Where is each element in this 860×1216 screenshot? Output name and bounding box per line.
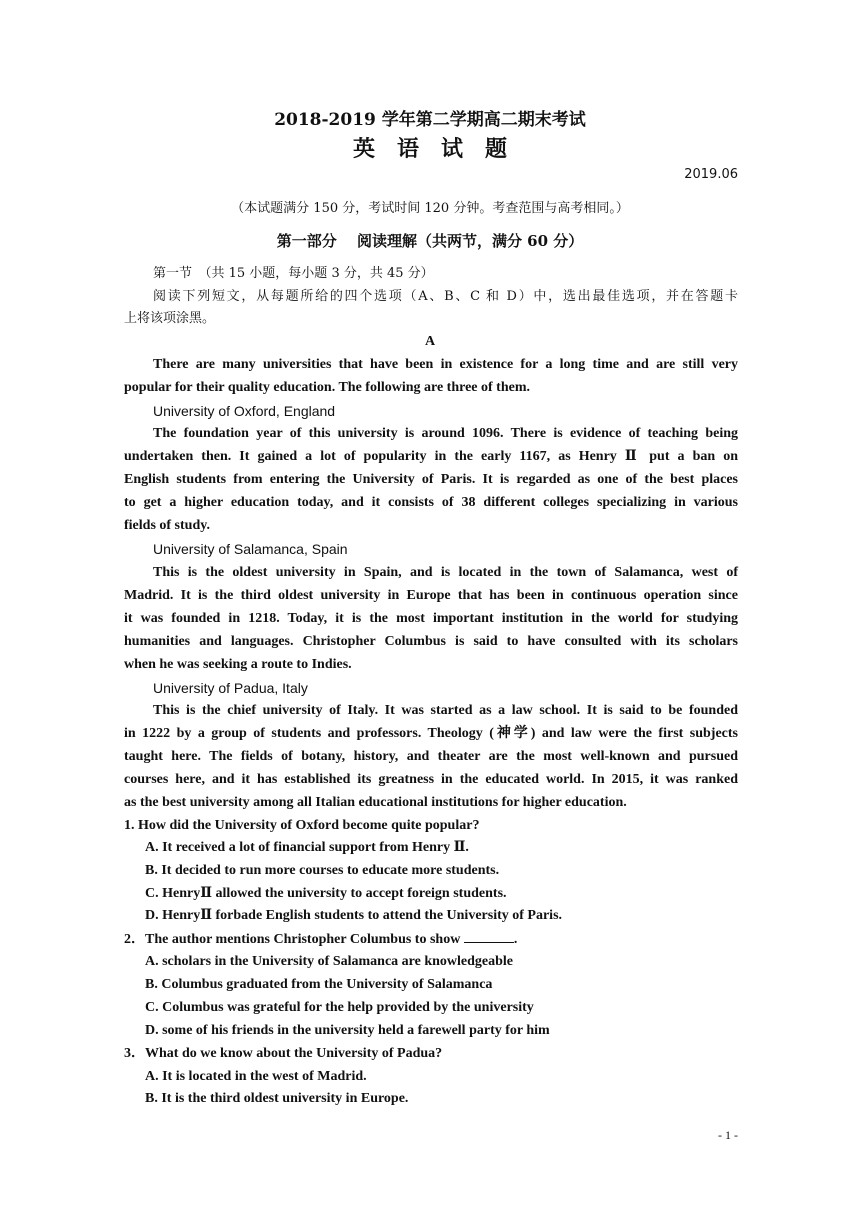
- passage-line: it was founded in 1218. Today, it is the most important institution in the world for studying: [124, 611, 738, 626]
- question-2-stem-text: 2．The author mentions Christopher Columbus to show: [124, 932, 461, 947]
- question-1-option-d: D. HenryⅡ forbade English students to attend the University of Paris.: [145, 908, 563, 923]
- question-2-stem-end: .: [513, 932, 518, 947]
- oxford-heading: University of Oxford, England: [153, 403, 336, 419]
- exam-note: （本试题满分 150 分，考试时间 120 分钟。考查范围与高考相同。）: [231, 201, 629, 216]
- question-2-option-a: A. scholars in the University of Salamanca are knowledgeable: [145, 954, 514, 969]
- passage-line: when he was seeking a route to Indies.: [124, 657, 352, 672]
- section-heading: 第一节 （共 15 小题，每小题 3 分，共 45 分）: [153, 266, 434, 281]
- passage-line: taught here. The fields of botany, history, and theater are the most well-known and pursued: [124, 749, 738, 764]
- passage-line: popular for their quality education. The following are three of them.: [124, 380, 531, 395]
- question-3-stem: 3．What do we know about the University of Padua?: [124, 1046, 443, 1061]
- instruction-line-2: 上将该项涂黑。: [124, 311, 216, 326]
- question-1-option-b: B. It decided to run more courses to educate more students.: [145, 863, 500, 878]
- passage-line: courses here, and it has established its greatness in the educated world. In 2015, it was ranked: [124, 772, 738, 787]
- part-heading: 第一部分 阅读理解（共两节，满分 60 分）: [276, 232, 584, 250]
- salamanca-heading: University of Salamanca, Spain: [153, 541, 348, 557]
- question-1-option-c: C. HenryⅡ allowed the university to accept foreign students.: [145, 886, 507, 901]
- padua-heading: University of Padua, Italy: [153, 680, 308, 696]
- answer-blank: [464, 930, 514, 943]
- passage-line: There are many universities that have been in existence for a long time and are still very: [153, 357, 738, 372]
- passage-line: in 1222 by a group of students and professors. Theology (神学) and law were the first subjects: [124, 726, 738, 741]
- passage-line: to get a higher education today, and it consists of 38 different colleges specializing in various: [124, 495, 738, 510]
- exam-title: 2018-2019 学年第二学期高二期末考试: [274, 110, 586, 130]
- question-3-option-a: A. It is located in the west of Madrid.: [145, 1069, 367, 1084]
- passage-line: undertaken then. It gained a lot of popularity in the early 1167, as Henry Ⅱ put a ban on: [124, 449, 738, 464]
- passage-line: English students from entering the University of Paris. It is regarded as one of the best places: [124, 472, 738, 487]
- passage-line: The foundation year of this university is around 1096. There is evidence of teaching being: [153, 426, 738, 441]
- passage-label: A: [424, 334, 436, 349]
- passage-line: This is the chief university of Italy. It was started as a law school. It is said to be founded: [153, 703, 738, 718]
- subject-title: 英 语 试 题: [352, 136, 507, 162]
- passage-line: This is the oldest university in Spain, and is located in the town of Salamanca, west of: [153, 565, 738, 580]
- question-2-option-b: B. Columbus graduated from the University of Salamanca: [145, 977, 493, 992]
- passage-line: humanities and languages. Christopher Columbus is said to have consulted with its scholars: [124, 634, 738, 649]
- instruction-line-1: 阅读下列短文，从每题所给的四个选项（A、B、C 和 D）中，选出最佳选项，并在答题卡: [153, 289, 738, 304]
- question-2-stem: [124, 930, 738, 949]
- question-1-option-a: A. It received a lot of financial support from Henry Ⅱ.: [145, 840, 469, 855]
- question-3-option-b: B. It is the third oldest university in Europe.: [145, 1091, 409, 1106]
- exam-date: 2019.06: [684, 167, 738, 182]
- question-2-option-d: D. some of his friends in the university held a farewell party for him: [145, 1023, 550, 1038]
- page-number: - 1 -: [718, 1128, 738, 1142]
- question-2-option-c: C. Columbus was grateful for the help provided by the university: [145, 1000, 534, 1015]
- question-1-stem: 1. How did the University of Oxford become quite popular?: [124, 818, 480, 833]
- passage-line: fields of study.: [124, 518, 210, 533]
- passage-line: Madrid. It is the third oldest university in Europe that has been in continuous operation since: [124, 588, 738, 603]
- passage-line: as the best university among all Italian educational institutions for higher education.: [124, 795, 627, 810]
